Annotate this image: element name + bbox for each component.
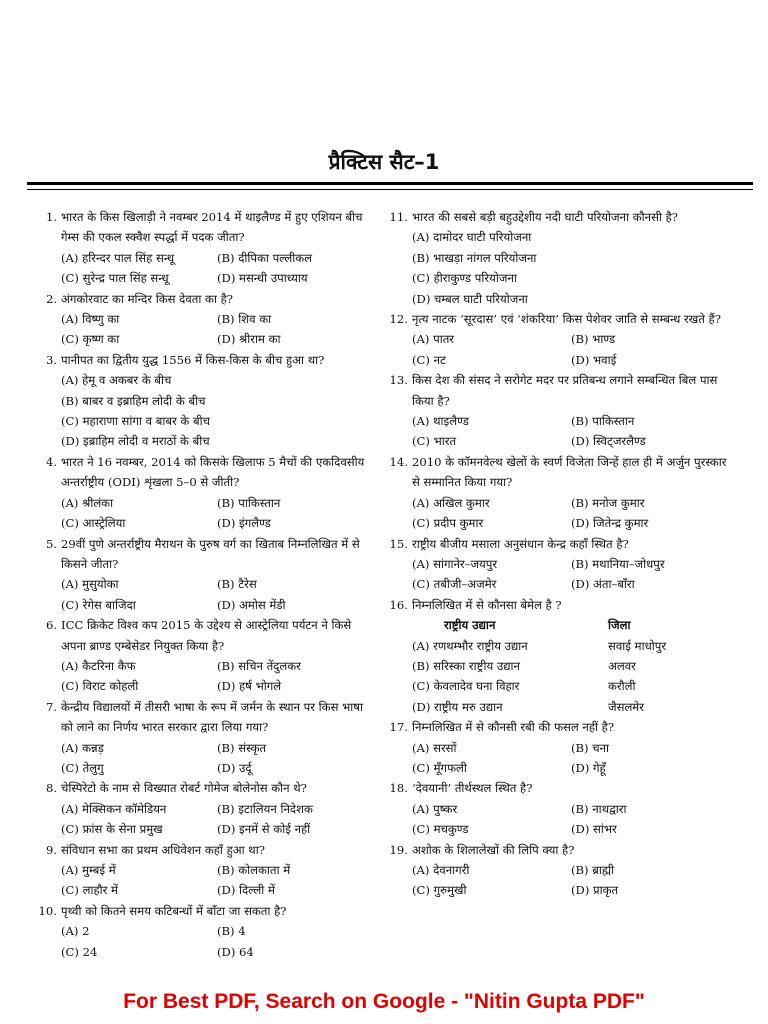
question-number: 3. bbox=[45, 352, 57, 367]
question-3 bbox=[33, 350, 373, 452]
option-a: (A) दामोदर घाटी परियोजना bbox=[412, 230, 532, 245]
option-d: (D) प्राकृत bbox=[571, 883, 619, 898]
park-name: (B) सरिस्का राष्ट्रीय उद्यान bbox=[412, 658, 520, 673]
question-number: 7. bbox=[45, 699, 57, 714]
option-c: (C) विराट कोहली bbox=[61, 679, 139, 694]
question-text: अंगकोरवाट का मन्दिर किस देवता का है? bbox=[61, 291, 233, 306]
question-number: 15. bbox=[389, 536, 408, 551]
question-text: चेस्पिरेटो के नाम से विख्यात रोबर्ट गोमेज बोलेनोस कौन थे? bbox=[61, 781, 307, 796]
title-rule-thin bbox=[27, 189, 753, 190]
question-1 bbox=[33, 207, 373, 289]
right-column bbox=[384, 207, 730, 901]
question-12 bbox=[384, 309, 730, 370]
question-2 bbox=[33, 289, 373, 350]
question-text: भारत के किस खिलाड़ी ने नवम्बर 2014 में थाइलैण्ड में हुए एशियन बीच गेम्स की एकल स्क्वैश स्पर्द्धा में पदक जीता? bbox=[61, 210, 363, 245]
option-c: (C) कृष्ण का bbox=[61, 332, 120, 347]
question-text: 29वीं पुणे अन्तर्राष्ट्रीय मैराथन के पुरुष वर्ग का खिताब निम्नलिखित में से किसने जीता? bbox=[61, 536, 360, 571]
option-a: (A) कन्नड़ bbox=[61, 740, 104, 755]
option-b: (B) इटालियन निदेशक bbox=[217, 801, 313, 816]
district-name: जैसलमेर bbox=[608, 699, 644, 714]
option-a: (A) सांगानेर–जयपुर bbox=[412, 556, 498, 571]
option-b: (B) 4 bbox=[217, 924, 246, 939]
question-text: 2010 के कॉमनवेल्थ खेलों के स्वर्ण विजेता जिन्हें हाल ही में अर्जुन पुरस्कार से सम्मानित किया गया? bbox=[412, 454, 727, 490]
option-d: (D) उर्दू bbox=[217, 760, 252, 775]
question-16 bbox=[384, 595, 730, 717]
option-a: (A) सरसों bbox=[412, 740, 457, 755]
option-c: (C) गुरुमुखी bbox=[412, 883, 467, 898]
district-name: करौली bbox=[608, 679, 636, 694]
option-b: (B) दीपिका पल्लीकल bbox=[217, 250, 313, 265]
question-text: निम्नलिखित में से कौनसा बेमेल है ? bbox=[412, 597, 562, 612]
question-number: 18. bbox=[389, 781, 408, 796]
question-11 bbox=[384, 207, 730, 309]
question-text: नृत्य नाटक ‘सूरदास’ एवं ‘शंकरिया’ किस पेशेवर जाति से सम्बन्ध रखते हैं? bbox=[412, 312, 721, 327]
option-a: (A) पातर bbox=[412, 332, 455, 347]
option-b: (B) बाबर व इब्राहिम लोदी के बीच bbox=[61, 393, 206, 408]
question-text: भारत की सबसे बड़ी बहुउद्देशीय नदी घाटी परियोजना कौनसी है? bbox=[412, 210, 678, 224]
question-13 bbox=[384, 370, 730, 452]
question-18 bbox=[384, 778, 730, 839]
question-5 bbox=[33, 534, 373, 616]
option-d: (D) दिल्ली में bbox=[217, 883, 275, 898]
option-b: (B) पाकिस्तान bbox=[217, 495, 281, 510]
district-name: सवाई माधोपुर bbox=[608, 638, 667, 653]
option-b: (B) कोलकाता में bbox=[217, 863, 291, 877]
option-c: (C) आस्ट्रेलिया bbox=[61, 516, 126, 531]
option-a: (A) हरिन्दर पाल सिंह सन्धू bbox=[61, 250, 175, 265]
table-row bbox=[384, 656, 730, 676]
park-name: (C) केवलादेव घना विहार bbox=[412, 679, 520, 694]
option-c: (C) फ्रांस के सेना प्रमुख bbox=[61, 822, 163, 837]
option-a: (A) अखिल कुमार bbox=[412, 495, 490, 510]
page-title: प्रैक्टिस सैट–1 bbox=[328, 150, 440, 174]
park-name: (D) राष्ट्रीय मरु उद्यान bbox=[412, 699, 503, 714]
option-b: (B) भाण्ड bbox=[571, 332, 616, 347]
option-a: (A) थाइलैण्ड bbox=[412, 414, 469, 429]
question-number: 14. bbox=[389, 454, 408, 469]
option-b: (B) नाथद्वारा bbox=[571, 801, 627, 816]
option-b: (B) ब्राह्मी bbox=[571, 863, 615, 877]
question-text: ICC क्रिकेट विश्व कप 2015 के उद्देश्य से आस्ट्रेलिया पर्यटन ने किसे अपना ब्राण्ड एम्बेसेडर नियुक्त किया है? bbox=[61, 618, 352, 653]
option-d: (D) सांभर bbox=[571, 822, 617, 837]
question-text: निम्नलिखित में से कौनसी रबी की फसल नहीं है? bbox=[412, 720, 615, 735]
option-d: (D) 64 bbox=[217, 944, 254, 959]
question-number: 8. bbox=[45, 781, 57, 796]
question-number: 11. bbox=[389, 210, 408, 224]
question-number: 5. bbox=[45, 536, 57, 551]
option-b: (B) सचिन तेंदुलकर bbox=[217, 658, 301, 673]
question-15 bbox=[384, 534, 730, 595]
question-number: 16. bbox=[389, 597, 408, 612]
question-4 bbox=[33, 452, 373, 534]
option-c: (C) 24 bbox=[61, 944, 98, 959]
question-text: संविधान सभा का प्रथम अधिवेशन कहाँ हुआ था? bbox=[61, 842, 265, 857]
question-6 bbox=[33, 615, 373, 697]
option-d: (D) चम्बल घाटी परियोजना bbox=[412, 291, 528, 306]
question-9 bbox=[33, 840, 373, 901]
question-17 bbox=[384, 717, 730, 778]
question-text: पानीपत का द्वितीय युद्ध 1556 में किस-किस के बीच हुआ था? bbox=[61, 352, 325, 367]
table-row bbox=[384, 697, 730, 717]
question-text: पृथ्वी को कितने समय कटिबन्धों में बाँटा जा सकता है? bbox=[61, 903, 287, 918]
option-b: (B) शिव का bbox=[217, 312, 272, 327]
question-text: अशोक के शिलालेखों की लिपि क्या है? bbox=[412, 842, 575, 857]
option-c: (C) मूँगफली bbox=[412, 760, 467, 775]
question-number: 2. bbox=[45, 291, 57, 306]
title-rule-thick bbox=[27, 182, 753, 185]
option-a: (A) मुम्बई में bbox=[61, 863, 116, 877]
option-d: (D) श्रीराम का bbox=[217, 332, 281, 347]
district-name: अलवर bbox=[608, 658, 636, 673]
option-a: (A) मुसुयोका bbox=[61, 577, 119, 592]
option-d: (D) इंगलैण्ड bbox=[217, 516, 271, 531]
question-number: 4. bbox=[45, 454, 57, 469]
option-d: (D) गेहूँ bbox=[571, 760, 606, 775]
question-19 bbox=[384, 840, 730, 901]
option-a: (A) मेक्सिकन कॉमेडियन bbox=[61, 801, 167, 816]
option-c: (C) रेगेस बाजिदा bbox=[61, 597, 136, 612]
question-number: 19. bbox=[389, 842, 408, 857]
option-c: (C) तेलुगु bbox=[61, 760, 104, 775]
question-8 bbox=[33, 778, 373, 839]
footer-banner: For Best PDF, Search on Google - "Nitin Gupta PDF" bbox=[123, 990, 645, 1013]
question-text: भारत ने 16 नवम्बर, 2014 को किसके खिलाफ 5 मैचों की एकदिवसीय अन्तर्राष्ट्रीय (ODI) शृंखला 5–0 से जीती? bbox=[61, 454, 365, 490]
option-c: (C) लाहौर में bbox=[61, 883, 118, 898]
option-a: (A) श्रीलंका bbox=[61, 495, 114, 510]
option-c: (C) मचकुण्ड bbox=[412, 822, 469, 837]
option-c: (C) तबीजी–अजमेर bbox=[412, 577, 497, 592]
question-text: ‘देवयानी’ तीर्थस्थल स्थित है? bbox=[412, 781, 533, 796]
option-d: (D) अंता–बाँरा bbox=[571, 577, 635, 592]
option-d: (D) मसन्धी उपाध्याय bbox=[217, 271, 308, 286]
question-number: 13. bbox=[389, 373, 408, 388]
option-b: (B) पाकिस्तान bbox=[571, 414, 635, 429]
question-number: 10. bbox=[38, 903, 57, 918]
park-name: (A) रणथम्भौर राष्ट्रीय उद्यान bbox=[412, 638, 528, 653]
left-column bbox=[33, 207, 373, 962]
option-d: (D) इब्राहिम लोदी व मराठों के बीच bbox=[61, 434, 210, 449]
option-c: (C) नट bbox=[412, 352, 446, 367]
option-c: (C) प्रदीप कुमार bbox=[412, 516, 484, 531]
option-a: (A) 2 bbox=[61, 924, 90, 939]
option-d: (D) भवाई bbox=[571, 352, 617, 367]
question-number: 12. bbox=[389, 312, 408, 327]
question-number: 6. bbox=[45, 618, 57, 633]
option-a: (A) देवनागरी bbox=[412, 863, 470, 877]
table-row bbox=[384, 676, 730, 696]
option-b: (B) टैरेस bbox=[217, 577, 257, 592]
question-number: 1. bbox=[45, 210, 57, 224]
question-text: केन्द्रीय विद्यालयों में तीसरी भाषा के रूप में जर्मन के स्थान पर किस भाषा को लाने का निर्णय भारत सरकार द्वारा लिया गया? bbox=[61, 699, 363, 735]
table-row bbox=[384, 636, 730, 656]
option-b: (B) चना bbox=[571, 740, 610, 755]
option-a: (A) पुष्कर bbox=[412, 801, 458, 816]
question-text: राष्ट्रीय बीजीय मसाला अनुसंधान केन्द्र कहाँ स्थित है? bbox=[412, 536, 629, 551]
question-number: 17. bbox=[389, 720, 408, 735]
option-d: (D) स्विट्जरलैण्ड bbox=[571, 434, 646, 449]
table-header-park: राष्ट्रीय उद्यान bbox=[444, 618, 496, 633]
option-b: (B) भाखड़ा नांगल परियोजना bbox=[412, 250, 537, 265]
question-14 bbox=[384, 452, 730, 534]
option-d: (D) जितेन्द्र कुमार bbox=[571, 516, 649, 531]
option-b: (B) मथानिया–जोधपुर bbox=[571, 556, 665, 571]
question-10 bbox=[33, 901, 373, 962]
option-a: (A) कैटरिना कैफ bbox=[61, 658, 136, 673]
question-text: किस देश की संसद ने सरोगेट मदर पर प्रतिबन्ध लगाने सम्बन्धित बिल पास किया है? bbox=[412, 373, 718, 408]
option-a: (A) हेमू व अकबर के बीच bbox=[61, 373, 172, 388]
option-d: (D) अमोस मेंडी bbox=[217, 597, 286, 612]
option-c: (C) हीराकुण्ड परियोजना bbox=[412, 271, 517, 286]
option-a: (A) विष्णु का bbox=[61, 312, 120, 327]
question-number: 9. bbox=[45, 842, 57, 857]
question-7 bbox=[33, 697, 373, 779]
option-c: (C) सुरेन्द्र पाल सिंह सन्धू bbox=[61, 271, 169, 286]
option-d: (D) हर्ष भोगले bbox=[217, 679, 282, 694]
option-c: (C) भारत bbox=[412, 434, 457, 449]
option-b: (B) संस्कृत bbox=[217, 740, 267, 755]
option-b: (B) मनोज कुमार bbox=[571, 495, 645, 510]
option-d: (D) इनमें से कोई नहीं bbox=[217, 822, 311, 837]
option-c: (C) महाराणा सांगा व बाबर के बीच bbox=[61, 414, 210, 429]
table-header-district: जिला bbox=[608, 618, 631, 633]
